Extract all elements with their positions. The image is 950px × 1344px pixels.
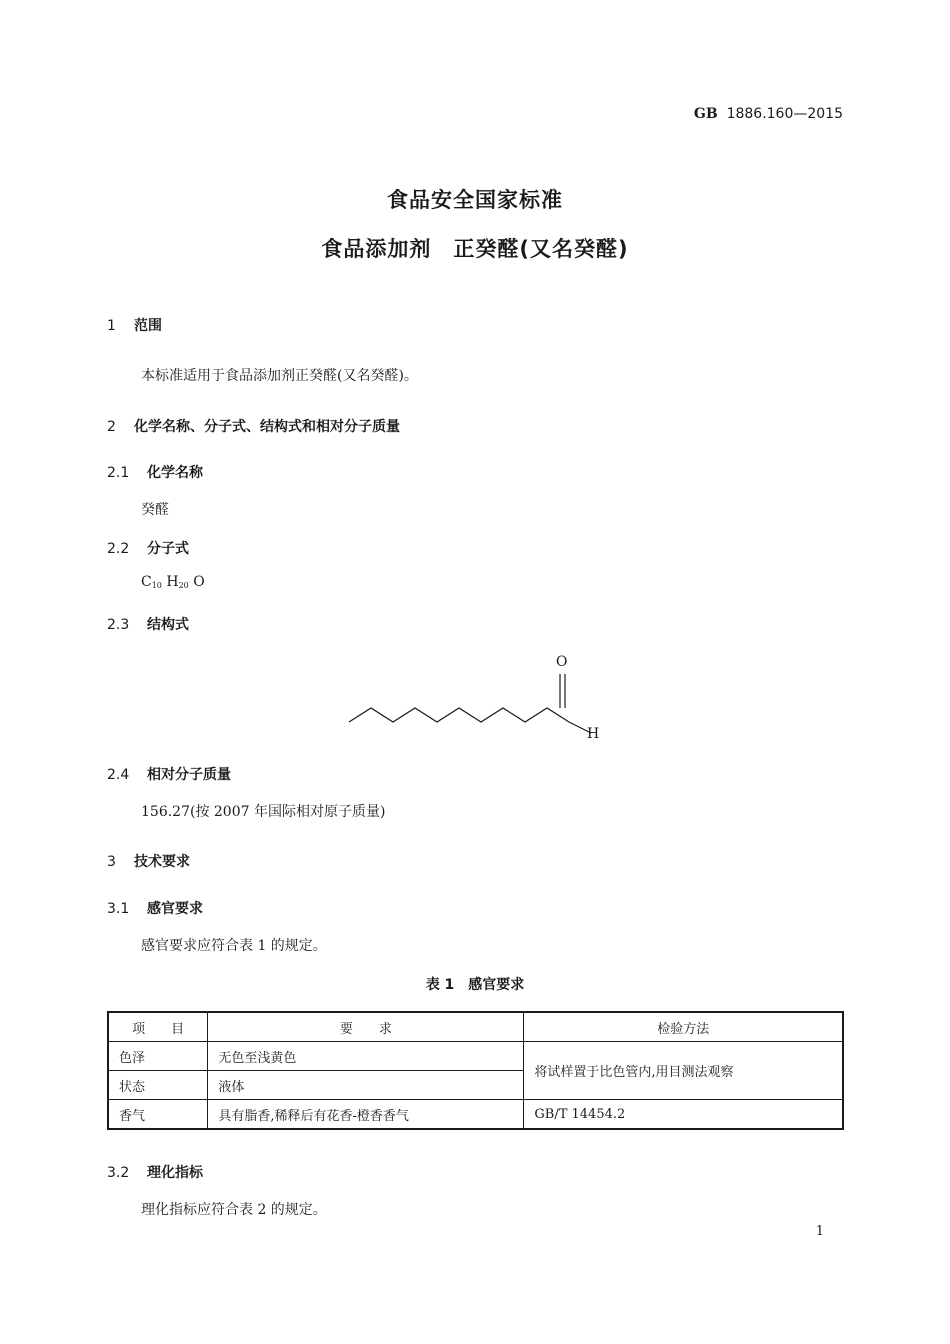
- table-1-caption: 表 1 感官要求: [425, 977, 525, 993]
- cell-item: 状态: [108, 1071, 208, 1100]
- chemical-name: 癸醛: [141, 502, 169, 518]
- table-row: [108, 1100, 843, 1130]
- section-number: 3.1: [107, 901, 130, 917]
- doc-title-line2: 食品添加剂 正癸醛(又名癸醛): [321, 237, 629, 261]
- header-item: 项 目: [108, 1012, 208, 1042]
- cell-requirement: 具有脂香,稀释后有花香-橙香香气: [208, 1100, 524, 1130]
- carbon-chain: [349, 708, 591, 733]
- section-3-1-text: 感官要求应符合表 1 的规定。: [141, 938, 327, 954]
- standard-number: [694, 106, 843, 122]
- section-title: 分子式: [147, 541, 189, 557]
- section-number: 2.4: [107, 767, 130, 783]
- section-number: 2.2: [107, 541, 130, 557]
- standard-code: 1886.160—2015: [726, 106, 843, 122]
- cell-item: 色泽: [108, 1042, 208, 1071]
- section-title: 化学名称: [147, 465, 203, 481]
- standard-prefix: GB: [693, 106, 718, 122]
- section-1-text: 本标准适用于食品添加剂正癸醛(又名癸醛)。: [141, 368, 418, 384]
- table-row: [108, 1042, 843, 1071]
- section-number: 3: [107, 854, 116, 870]
- section-title: 相对分子质量: [147, 767, 231, 783]
- section-number: 3.2: [107, 1165, 130, 1181]
- section-2-heading: [107, 416, 400, 436]
- section-3-2-text: 理化指标应符合表 2 的规定。: [141, 1202, 327, 1218]
- atom-hydrogen: H: [587, 726, 600, 742]
- header-method: 检验方法: [524, 1012, 843, 1042]
- molecular-mass: 156.27(按 2007 年国际相对原子质量): [141, 804, 386, 820]
- section-number: 1: [107, 318, 116, 334]
- cell-requirement: 液体: [208, 1071, 524, 1100]
- section-title: 理化指标: [147, 1165, 203, 1181]
- section-title: 范围: [134, 318, 162, 334]
- section-1-heading: [107, 315, 162, 335]
- cell-method-merged: 将试样置于比色管内,用目测法观察: [524, 1042, 843, 1100]
- atom-oxygen: O: [556, 654, 568, 670]
- cell-method: GB/T 14454.2: [524, 1100, 843, 1130]
- table-header-row: [108, 1012, 843, 1042]
- section-2-2-heading: [107, 538, 189, 558]
- structural-formula: [340, 648, 620, 748]
- header-requirement: 要 求: [208, 1012, 524, 1042]
- section-title: 技术要求: [134, 854, 190, 870]
- section-2-3-heading: [107, 614, 189, 634]
- section-2-4-heading: [107, 764, 231, 784]
- section-title: 结构式: [147, 617, 189, 633]
- cell-requirement: 无色至浅黄色: [208, 1042, 524, 1071]
- section-3-2-heading: [107, 1162, 203, 1182]
- page-number: 1: [815, 1224, 824, 1239]
- section-number: 2: [107, 419, 116, 435]
- cell-item: 香气: [108, 1100, 208, 1130]
- section-3-heading: [107, 851, 190, 871]
- section-title: 化学名称、分子式、结构式和相对分子质量: [134, 419, 400, 435]
- section-title: 感官要求: [147, 901, 203, 917]
- sensory-requirements-table: [107, 1011, 844, 1130]
- section-number: 2.3: [107, 617, 130, 633]
- section-3-1-heading: [107, 898, 203, 918]
- section-2-1-heading: [107, 462, 203, 482]
- molecular-formula: $C_{10}$ $H_{20}$ O: [141, 574, 205, 590]
- doc-title-line1: 食品安全国家标准: [387, 188, 563, 212]
- section-number: 2.1: [107, 465, 130, 481]
